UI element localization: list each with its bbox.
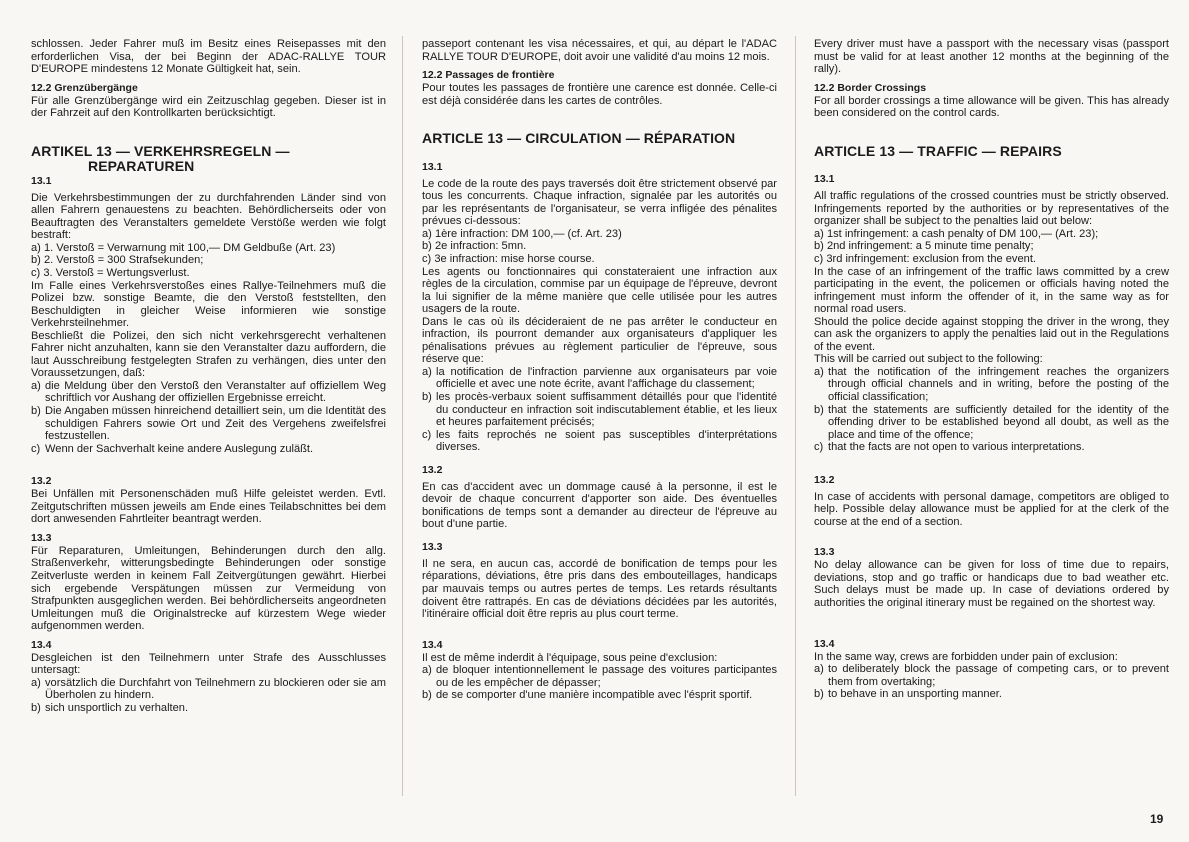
- section-heading-13-3: 13.3: [31, 531, 52, 544]
- section-13-1-text-c: Beschließt die Polizei, den sich nicht verkehrsgerecht verhaltenen Fahrer nicht anzuhalten, kann sie den Veranstalter dazu auffordern, die laut Ausschreibung festgelegten Strafen zu verhängen, dies unter den Voraussetzungen, daß:: [31, 329, 386, 380]
- condition-a-marker: a): [422, 365, 432, 378]
- intro-paragraph: schlossen. Jeder Fahrer muß im Besitz eines Reisepasses mit den erforderlichen Visa, der bei Beginn der ADAC-RALLYE TOUR D'EUROPE mindestens 12 Monate Gültigkeit hat, sein.: [31, 38, 386, 76]
- exclusion-a-marker: a): [422, 664, 432, 677]
- article-13-heading: [422, 131, 777, 147]
- section-13-2-text: Bei Unfällen mit Personenschäden muß Hilfe geleistet werden. Evtl. Zeitgutschriften müssen jeweils am Ende eines Teilabschnittes bei dem dort anwesenden Fahrtleiter beantragt werden.: [31, 488, 386, 526]
- section-heading-13-1: 13.1: [814, 173, 835, 186]
- section-13-1-text-b: Les agents ou fonctionnaires qui constateraient une infraction aux règles de la circulation, commise par un équipage de l'épreuve, devront la lui signifier de la même manière que celle utilisée pour les autres usagers de la route.: [422, 265, 777, 316]
- intro-paragraph: passeport contenant les visa nécessaires, et qui, au départ le l'ADAC RALLYE TOUR D'EUROPE, doit avoir une validité d'au moins 12 mois.: [422, 38, 777, 63]
- article-13-heading: [31, 144, 386, 175]
- condition-a: [31, 380, 386, 405]
- condition-c: [422, 429, 777, 454]
- intro-paragraph: Every driver must have a passport with the necessary visas (passport must be valid for at least another 12 months at the beginning of the rally).: [814, 38, 1169, 76]
- exclusion-a-marker: a): [814, 663, 824, 676]
- exclusion-b-text: to behave in an unsporting manner.: [828, 688, 1002, 701]
- article-13-heading-line1: ARTIKEL 13 — VERKEHRSREGELN —: [31, 142, 290, 159]
- section-13-1-text-c: Should the police decide against stopping the driver in the wrong, they can ask the organizers to apply the penalties laid out in the Regulations of the event.: [814, 315, 1169, 353]
- condition-a-marker: a): [31, 379, 41, 392]
- article-13-heading-line1: ARTICLE 13 — CIRCULATION — RÉPARATION: [422, 130, 736, 147]
- section-13-1-text: All traffic regulations of the crossed countries must be strictly observed. Infringements reported by the authorities or by representatives of the organizer shall be subject to the penalties laid out below:: [814, 190, 1169, 228]
- section-13-3-text: Für Reparaturen, Umleitungen, Behinderungen durch den allg. Straßenverkehr, witterungsbedingte Behinderungen oder sonstige Zeitverluste werden in keinem Fall Zeitvergütungen gewährt. Hierbei sich ergebende Verspätungen müssen zur Vermeidung von Strafpunkten ausgeglichen werden. Bei behördlicherseits angeordneten Umleitungen muß die Originalstrecke auf kürzestem Wege wieder aufgenommen werden.: [31, 544, 386, 633]
- section-13-3-text: Il ne sera, en aucun cas, accordé de bonification de temps pour les réparations, déviations, être pris dans des embouteillages, handicaps par mauvais temps ou autres pertes de temps. Les retards résultants doivent être rattrapés. En cas de déviations décidées par les autorités, l'itinéraire official doit être repris au plus court terme.: [422, 557, 777, 621]
- section-12-2-text: For all border crossings a time allowance will be given. This has already been considered on the control cards.: [814, 94, 1169, 120]
- section-heading-13-2: 13.2: [31, 475, 52, 488]
- condition-c-text: Wenn der Sachverhalt keine andere Auslegung zuläßt.: [45, 442, 314, 455]
- condition-c: [814, 441, 1169, 454]
- section-13-4-text: Il est de même inderdit à l'équipage, sous peine d'exclusion:: [422, 651, 718, 664]
- condition-b-text: Die Angaben müssen hinreichend detailliert sein, um die Identität des schuldigen Fahrers sowie Ort und Zeit des Vergehens zweifelsfrei festzustellen.: [45, 405, 386, 443]
- section-heading-12-2: 12.2 Grenzübergänge: [31, 81, 138, 94]
- condition-b: [422, 391, 777, 429]
- penalty-a: a) 1st infringement: a cash penalty of DM 100,— (Art. 23);: [814, 227, 1099, 240]
- section-heading-13-2: 13.2: [422, 463, 443, 476]
- section-13-1-text-c: Dans le cas où ils décideraient de ne pas arrêter le conducteur en infraction, ils pourront demander aux organisateurs d'appliquer les pénalisations prévues au règlement particulier de l'épreuve, sous réserve que:: [422, 315, 777, 366]
- article-13-heading-line1: ARTICLE 13 — TRAFFIC — REPAIRS: [814, 142, 1062, 159]
- exclusion-a-marker: a): [31, 676, 41, 689]
- exclusion-a-text: vorsätzlich die Durchfahrt von Teilnehmern zu blockieren oder sie am Überholen zu hindern.: [45, 676, 386, 702]
- condition-c-marker: c): [814, 441, 824, 454]
- exclusion-b: [814, 688, 1169, 701]
- condition-a-text: die Meldung über den Verstoß den Veranstalter auf offiziellem Weg schriftlich vor Aushang der offiziellen Ergebnisse erreicht.: [45, 379, 386, 405]
- condition-b-text: les procès-verbaux soient suffisamment détaillés pour que l'identité du conducteur en infraction soit indiscutablement établie, et les lieux et heures parfaitement précisés;: [436, 390, 777, 429]
- condition-a-text: that the notification of the infringement reaches the organizers through official channels and in writing, before the posting of the official classification;: [828, 365, 1169, 403]
- section-13-1-text: Le code de la route des pays traversés doit être strictement observé par tous les concurrents. Chaque infraction, signalée par les autorités ou par les représentants de l'organisateur, se verra infligée des pénalites prévues ci-dessous:: [422, 177, 777, 228]
- penalty-b: b) 2. Verstoß = 300 Strafsekunden;: [31, 254, 204, 267]
- condition-b-marker: b): [422, 390, 432, 403]
- section-heading-12-2: 12.2 Border Crossings: [814, 81, 927, 94]
- condition-c-text: les faits reprochés ne soient pas susceptibles d'interprétations diverses.: [436, 428, 777, 454]
- exclusion-b-text: sich unsportlich zu verhalten.: [45, 701, 189, 714]
- condition-a: [814, 366, 1169, 404]
- condition-c-marker: c): [31, 442, 41, 455]
- exclusion-b-marker: b): [31, 701, 41, 714]
- penalty-b: b) 2nd infringement: a 5 minute time penalty;: [814, 240, 1034, 253]
- section-13-1-text-b: In the case of an infringement of the traffic laws committed by a crew participating in the event, the policemen or officials having noted the infringement must inform the offender of it, in the same way as for normal road users.: [814, 265, 1169, 316]
- section-heading-13-4: 13.4: [814, 637, 835, 650]
- penalty-a: a) 1ère infraction: DM 100,— (cf. Art. 23): [422, 227, 622, 240]
- penalty-c: c) 3e infraction: mise horse course.: [422, 252, 595, 265]
- section-heading-13-4: 13.4: [422, 638, 443, 651]
- condition-c-text: that the facts are not open to various interpretations.: [828, 441, 1085, 454]
- column-english: [814, 38, 1169, 701]
- article-13-heading-line2: REPARATUREN: [88, 158, 195, 175]
- exclusion-a: [422, 664, 777, 689]
- section-heading-13-3: 13.3: [814, 546, 835, 559]
- condition-b: [31, 405, 386, 443]
- section-12-2-text: Pour toutes les passages de frontière une carence est donnée. Celle-ci est déjà considérée dans les cartes de contrôles.: [422, 82, 777, 107]
- condition-b-marker: b): [31, 405, 41, 418]
- exclusion-a-text: de bloquer intentionnellement le passage des voitures participantes ou de les empêcher de dépasser;: [436, 664, 777, 689]
- exclusion-a: [814, 663, 1169, 688]
- section-13-1-text-b: Im Falle eines Verkehrsverstoßes eines Rallye-Teilnehmers muß die Polizei bzw. sonstige Beamte, die den Verstoß feststellten, den Beschuldigten in gleicher Weise informieren wie sonstige Verkehrsteilnehmer.: [31, 279, 386, 330]
- page-number: 19: [1150, 812, 1164, 826]
- exclusion-b-text: de se comporter d'une manière incompatible avec l'ésprit sportif.: [436, 689, 753, 702]
- column-divider: [795, 36, 796, 796]
- section-heading-12-2: 12.2 Passages de frontière: [422, 69, 555, 82]
- section-heading-13-1: 13.1: [422, 160, 443, 173]
- section-heading-13-3: 13.3: [422, 540, 443, 553]
- section-12-2-text: Für alle Grenzübergänge wird ein Zeitzuschlag gegeben. Dieser ist in der Fahrzeit auf den Kontrollkarten berücksichtigt.: [31, 94, 386, 120]
- exclusion-b: [422, 689, 777, 702]
- section-13-2-text: En cas d'accident avec un dommage causé à la personne, il est le devoir de chaque concurrent d'apporter son aide. Des éventuelles bonifications de temps sont a demander au directeur de l'épreuve au bout d'une partie.: [422, 480, 777, 531]
- condition-c-marker: c): [422, 428, 432, 441]
- condition-a-marker: a): [814, 365, 824, 378]
- condition-b-marker: b): [814, 403, 824, 416]
- exclusion-b-marker: b): [814, 688, 824, 701]
- penalty-a: a) 1. Verstoß = Verwarnung mit 100,— DM Geldbuße (Art. 23): [31, 241, 336, 254]
- condition-a: [422, 366, 777, 391]
- exclusion-a-text: to deliberately block the passage of competing cars, or to prevent them from overtaking;: [828, 663, 1169, 688]
- condition-b-text: that the statements are sufficiently detailed for the identity of the offending driver to be established beyond all doubt, as well as the place and time of the offence;: [828, 403, 1169, 441]
- condition-b: [814, 404, 1169, 442]
- section-heading-13-4: 13.4: [31, 638, 52, 651]
- condition-a-text: la notification de l'infraction parvienne aux organisateurs par voie officielle et avec une note écrite, avant l'affichage du classement;: [436, 365, 777, 391]
- exclusion-b-marker: b): [422, 689, 432, 702]
- column-french: [422, 38, 777, 702]
- section-heading-13-2: 13.2: [814, 473, 835, 486]
- section-13-1-text-d: This will be carried out subject to the following:: [814, 353, 1043, 366]
- section-13-4-text: In the same way, crews are forbidden under pain of exclusion:: [814, 650, 1118, 663]
- condition-c: [31, 443, 386, 456]
- section-13-3-text: No delay allowance can be given for loss of time due to repairs, deviations, stop and go traffic or handicaps due to bad weather etc. Such delays must be made up. In case of deviations ordered by authorities the original itinerary must be regained on the shortest way.: [814, 559, 1169, 609]
- column-german: [31, 38, 386, 714]
- section-13-4-text: Desgleichen ist den Teilnehmern unter Strafe des Ausschlusses untersagt:: [31, 651, 386, 677]
- section-13-1-text: Die Verkehrsbestimmungen der zu durchfahrenden Länder sind von allen Fahrern genauestens zu beachten. Behördlicherseits oder von Beauftragten des Veranstalters gemeldete Verstöße werden wie folgt bestraft:: [31, 191, 386, 242]
- penalty-c: c) 3rd infringement: exclusion from the event.: [814, 252, 1036, 265]
- exclusion-a: [31, 677, 386, 702]
- penalty-c: c) 3. Verstoß = Wertungsverlust.: [31, 267, 190, 280]
- exclusion-b: [31, 702, 386, 715]
- section-heading-13-1: 13.1: [31, 174, 52, 187]
- article-13-heading: [814, 144, 1169, 160]
- column-divider: [402, 36, 403, 796]
- penalty-b: b) 2e infraction: 5mn.: [422, 240, 527, 253]
- section-13-2-text: In case of accidents with personal damage, competitors are obliged to help. Possible delay allowance must be applied for at the clerk of the course at the end of a section.: [814, 490, 1169, 528]
